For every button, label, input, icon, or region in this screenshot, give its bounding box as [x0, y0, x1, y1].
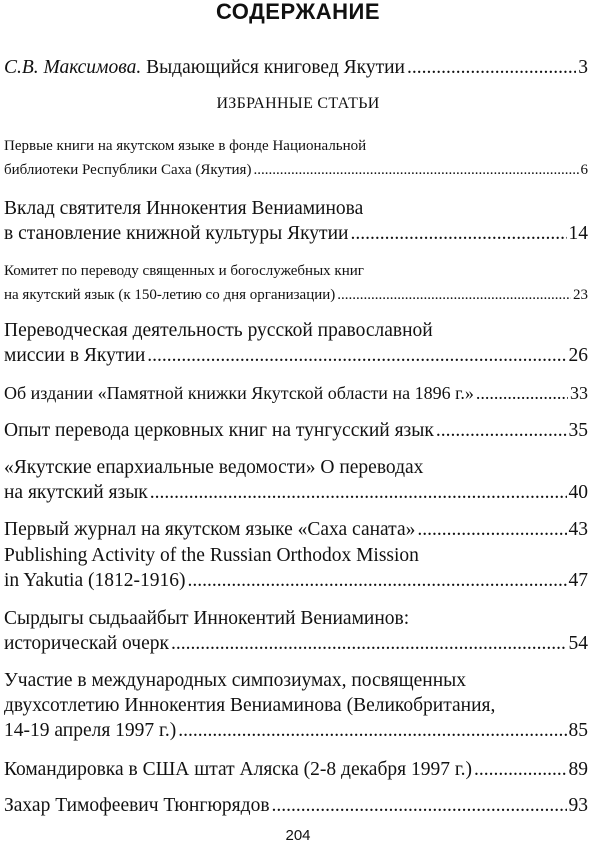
- dot-leader: [150, 480, 567, 505]
- entry-title-line: Об издании «Памятной книжки Якутской области на 1896 г.»: [4, 383, 474, 403]
- toc-entry[interactable]: [4, 318, 588, 368]
- entry-title-line: историческай очерк: [4, 633, 169, 654]
- toc-entry[interactable]: [4, 134, 588, 182]
- toc-entry[interactable]: [4, 793, 588, 818]
- toc-entry[interactable]: [4, 381, 588, 406]
- entry-page-number: 43: [568, 519, 588, 540]
- entry-title-line: «Якутские епархиальные ведомости» О переводах: [4, 457, 424, 478]
- toc-entry[interactable]: [4, 668, 588, 743]
- dot-leader: [171, 631, 567, 656]
- entry-title-line: Захар Тимофеевич Тюнгюрядов: [4, 795, 270, 816]
- entry-title-line: двухсотлетию Иннокентия Вениаминова (Великобритания,: [4, 695, 496, 716]
- entry-title-line: миссии в Якутии: [4, 345, 146, 366]
- entry-title-line: Первый журнал на якутском языке «Саха саната»: [4, 519, 416, 540]
- entry-page-number: 47: [568, 570, 588, 591]
- entry-title-line: in Yakutia (1812-1916): [4, 570, 186, 591]
- entry-title-line: Опыт перевода церковных книг на тунгусский язык: [4, 420, 434, 441]
- toc-entry[interactable]: [4, 757, 588, 782]
- entry-title-line: библиотеки Республики Саха (Якутия): [4, 162, 252, 178]
- dot-leader: [350, 221, 566, 246]
- entry-page-number: 6: [580, 162, 588, 178]
- entry-title-line: в становление книжной культуры Якутии: [4, 223, 349, 244]
- entry-title-line: на якутский язык (к 150-летию со дня организации): [4, 287, 336, 303]
- dot-leader: [407, 55, 576, 80]
- entry-title-line: Первые книги на якутском языке в фонде Национальной: [4, 138, 367, 154]
- entry-title-line: Сырдыгы сыдьаайбыт Иннокентий Вениаминов:: [4, 608, 410, 629]
- entry-title-line: Участие в международных симпозиумах, посвященных: [4, 670, 466, 691]
- entry-title-line: Переводческая деятельность русской православной: [4, 320, 433, 341]
- entry-page-number: 54: [568, 633, 588, 654]
- dot-leader: [178, 718, 566, 743]
- entry-title-line: Командировка в США штат Аляска (2-8 декабря 1997 г.): [4, 759, 472, 780]
- toc-entry[interactable]: [4, 606, 588, 656]
- dot-leader: [337, 283, 571, 307]
- toc-entry-intro[interactable]: [4, 55, 588, 80]
- entry-page-number: 35: [568, 420, 588, 441]
- entry-page-number: 93: [568, 795, 588, 816]
- entry-title-line: 14-19 апреля 1997 г.): [4, 720, 177, 741]
- dot-leader: [253, 158, 578, 182]
- section-heading: ИЗБРАННЫЕ СТАТЬИ: [216, 95, 380, 112]
- page-title: СОДЕРЖАНИЕ: [215, 0, 381, 24]
- dot-leader: [272, 793, 567, 818]
- page-number: 204: [285, 827, 311, 844]
- entry-page-number: 3: [578, 57, 588, 78]
- entry-title: Выдающийся книговед Якутии: [141, 57, 405, 78]
- toc-entry[interactable]: [4, 455, 588, 505]
- entry-page-number: 89: [568, 759, 588, 780]
- toc-entry[interactable]: [4, 259, 588, 307]
- entry-page-number: 14: [568, 223, 588, 244]
- dot-leader: [147, 343, 566, 368]
- entry-page-number: 85: [568, 720, 588, 741]
- toc-entry[interactable]: [4, 517, 588, 542]
- entry-page-number: 26: [568, 345, 588, 366]
- entry-title-line: Publishing Activity of the Russian Orthodox Mission: [4, 545, 419, 566]
- dot-leader: [474, 757, 567, 782]
- entry-title-line: Комитет по переводу священных и богослужебных книг: [4, 263, 364, 279]
- dot-leader: [476, 381, 568, 406]
- toc-entry[interactable]: [4, 543, 588, 593]
- toc-entry[interactable]: [4, 418, 588, 443]
- toc-entry[interactable]: [4, 196, 588, 246]
- entry-title-line: Вклад святителя Иннокентия Вениаминова: [4, 198, 364, 219]
- entry-page-number: 40: [568, 482, 588, 503]
- entry-page-number: 33: [570, 383, 588, 403]
- entry-author: С.В. Максимова.: [4, 57, 142, 78]
- dot-leader: [436, 418, 567, 443]
- entry-page-number: 23: [573, 287, 588, 303]
- dot-leader: [187, 568, 566, 593]
- dot-leader: [417, 517, 566, 542]
- entry-title-line: на якутский язык: [4, 482, 148, 503]
